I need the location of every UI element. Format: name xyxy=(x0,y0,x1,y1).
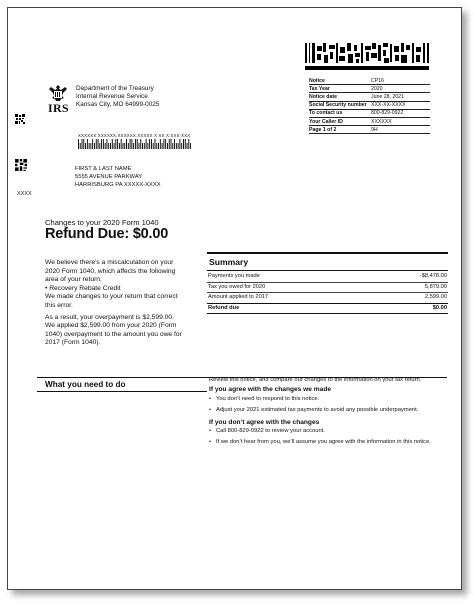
postal-bar xyxy=(190,143,191,149)
list-item: • You don’t need to respond to this notice. xyxy=(209,396,445,403)
summary-row xyxy=(207,303,448,314)
notice-row xyxy=(309,109,430,117)
side-code: XXXX xyxy=(17,191,32,197)
notice-page xyxy=(7,7,462,590)
postal-bar xyxy=(85,143,86,149)
notice-label: Page 1 of 2 xyxy=(309,126,371,134)
summary-row xyxy=(207,282,448,293)
notice-value: 9H xyxy=(371,126,430,134)
recipient-line: 5555 AVENUE PARKWAY xyxy=(75,174,143,180)
postal-bar xyxy=(115,139,116,149)
summary-row xyxy=(207,293,448,304)
notice-row xyxy=(309,85,430,93)
postal-bar xyxy=(169,139,170,149)
postal-bar xyxy=(155,139,156,149)
summary-top-rule xyxy=(207,252,448,254)
qr-code-icon xyxy=(15,159,27,171)
postal-bar xyxy=(160,139,161,149)
notice-row xyxy=(309,117,430,125)
summary-title: Summary xyxy=(209,257,249,267)
list-item: • Call 800-829-0922 to review your account. xyxy=(209,428,445,435)
notice-explanation xyxy=(45,259,183,351)
notice-title: Refund Due: $0.00 xyxy=(45,226,169,242)
list-item: • Adjust your 2021 estimated tax payments to avoid any possible underpayment. xyxy=(209,407,445,414)
notice-label: To contact us xyxy=(309,109,371,117)
postal-bar xyxy=(185,139,186,149)
postal-bar xyxy=(183,139,184,149)
notice-value: June 28, 2021 xyxy=(371,93,430,101)
summary-label: Payments you made xyxy=(207,272,371,282)
postal-bar xyxy=(114,143,115,149)
notice-row xyxy=(309,77,430,85)
notice-row xyxy=(309,126,430,134)
postal-bar xyxy=(176,143,177,149)
postal-bar xyxy=(188,139,189,149)
explanation-text: We applied $2,599.00 from your 2020 (Form 1040) overpayment to the amount you owe for 2017 (Form 1040). xyxy=(45,322,182,347)
postal-bar xyxy=(90,143,91,149)
notice-details-table xyxy=(309,77,430,134)
notice-label: Notice xyxy=(309,77,371,85)
postal-bar xyxy=(151,139,152,149)
explanation-paragraph xyxy=(45,314,183,348)
postal-bar xyxy=(106,139,107,149)
postal-bar xyxy=(174,139,175,149)
top-barcode-strip xyxy=(305,66,429,70)
summary-value: 2,599.00 xyxy=(371,293,448,304)
postal-bar xyxy=(162,143,163,149)
postal-bar xyxy=(172,143,173,149)
need-section-body xyxy=(209,377,445,451)
notice-value: XXX-XX-XXXX xyxy=(371,101,430,109)
list-item: • If we don’t hear from you, we’ll assume you agree with the information in this notice. xyxy=(209,439,445,446)
postal-bar xyxy=(158,143,159,149)
recipient-address xyxy=(75,165,161,189)
postal-bar xyxy=(123,143,124,149)
postal-bar xyxy=(112,139,113,149)
postal-bar xyxy=(142,143,143,149)
postal-bar xyxy=(146,139,147,149)
postal-bar xyxy=(108,143,109,149)
postal-bar xyxy=(121,139,122,149)
summary-label: Amount applied to 2017 xyxy=(207,293,371,304)
notice-value: 800-829-0922 xyxy=(371,109,430,117)
notice-row xyxy=(309,101,430,109)
postal-bar xyxy=(117,139,118,149)
postal-bar xyxy=(140,139,141,149)
postal-bar xyxy=(179,139,180,149)
explanation-text: We believe there’s a miscalculation on your 2020 Form 1040, which affects the following area of your return: xyxy=(45,259,176,284)
top-barcode xyxy=(305,43,429,63)
postal-bar xyxy=(165,139,166,149)
postal-bar xyxy=(98,139,99,149)
notice-value: XXXXXX xyxy=(371,117,430,125)
notice-subtitle: Changes to your 2020 Form 1040 xyxy=(45,218,159,227)
postal-bar xyxy=(130,139,131,149)
disagree-heading: If you don’t agree with the changes xyxy=(209,418,320,426)
summary-value: 5,879.00 xyxy=(371,282,448,293)
postal-bar xyxy=(187,143,188,149)
agency-line: Kansas City, MO 64999-0025 xyxy=(76,101,160,108)
postal-bar xyxy=(96,139,97,149)
postal-bar xyxy=(147,143,148,149)
need-intro: Review this notice, and compare our changes to the information on your tax return. xyxy=(209,377,422,383)
notice-label: Notice date xyxy=(309,93,371,101)
postal-bar xyxy=(83,139,84,149)
explanation-paragraph xyxy=(45,259,183,311)
postal-bar xyxy=(139,143,140,149)
summary-value: $0.00 xyxy=(371,303,448,314)
agency-address xyxy=(76,85,159,109)
postal-bar xyxy=(101,139,102,149)
postal-bar xyxy=(78,139,79,149)
agency-line: Department of the Treasury xyxy=(76,85,154,92)
need-section-title: What you need to do xyxy=(45,380,126,389)
explanation-text: We made changes to your return that correct this error. xyxy=(45,293,178,309)
postal-bar xyxy=(131,139,132,149)
postal-bar xyxy=(80,143,81,149)
irs-logo-text: IRS xyxy=(48,101,69,115)
recipient-line: FIRST & LAST NAME xyxy=(75,166,132,172)
agency-line: Internal Revenue Service xyxy=(76,93,148,100)
summary-table xyxy=(207,272,448,314)
notice-value: 2020 xyxy=(371,85,430,93)
postal-bar xyxy=(105,143,106,149)
postal-bar xyxy=(94,143,95,149)
postal-bar xyxy=(171,139,172,149)
summary-label: Refund due xyxy=(207,303,371,314)
explanation-text: As a result, your overpayment is $2,599.00. xyxy=(45,313,174,321)
postal-bar xyxy=(82,139,83,149)
postal-bar xyxy=(99,143,100,149)
agree-heading: If you agree with the changes we made xyxy=(209,386,332,394)
postal-bar xyxy=(89,143,90,149)
postal-bar xyxy=(103,139,104,149)
postal-bar xyxy=(124,143,125,149)
summary-row xyxy=(207,272,448,282)
summary-value: -$8,478.00 xyxy=(371,272,448,282)
explanation-bullet: • Recovery Rebate Credit xyxy=(45,284,121,292)
postal-bar xyxy=(128,143,129,149)
notice-label: Tax Year xyxy=(309,85,371,93)
postal-bar xyxy=(110,143,111,149)
postal-bar xyxy=(153,143,154,149)
postal-bar xyxy=(133,143,134,149)
qr-code-icon xyxy=(15,114,25,124)
postal-bar xyxy=(167,143,168,149)
agree-list xyxy=(209,396,445,415)
postal-bar xyxy=(87,139,88,149)
postal-bar xyxy=(92,139,93,149)
postal-bar xyxy=(178,143,179,149)
postal-barcode xyxy=(78,139,192,149)
postal-bar xyxy=(126,139,127,149)
postal-bar xyxy=(163,139,164,149)
summary-rule xyxy=(207,270,448,271)
postal-bar xyxy=(137,139,138,149)
notice-row xyxy=(309,93,430,101)
postal-bar xyxy=(149,139,150,149)
postal-bar xyxy=(181,143,182,149)
disagree-list xyxy=(209,428,445,447)
mail-code: XXXXXX.XXXXXX.XXXXXX.XXXXX X XX X.XXX XXX xyxy=(78,133,191,138)
notice-label: Your Caller ID xyxy=(309,117,371,125)
summary-label: Tax you owed for 2020 xyxy=(207,282,371,293)
section-rule xyxy=(37,391,207,392)
postal-bar xyxy=(119,143,120,149)
postal-bar xyxy=(135,139,136,149)
notice-value: CP16 xyxy=(371,77,430,85)
recipient-line: HARRISBURG PA XXXXX-XXXX xyxy=(75,182,161,188)
postal-bar xyxy=(144,143,145,149)
postal-bar xyxy=(156,143,157,149)
notice-label: Social Security number xyxy=(309,101,371,109)
